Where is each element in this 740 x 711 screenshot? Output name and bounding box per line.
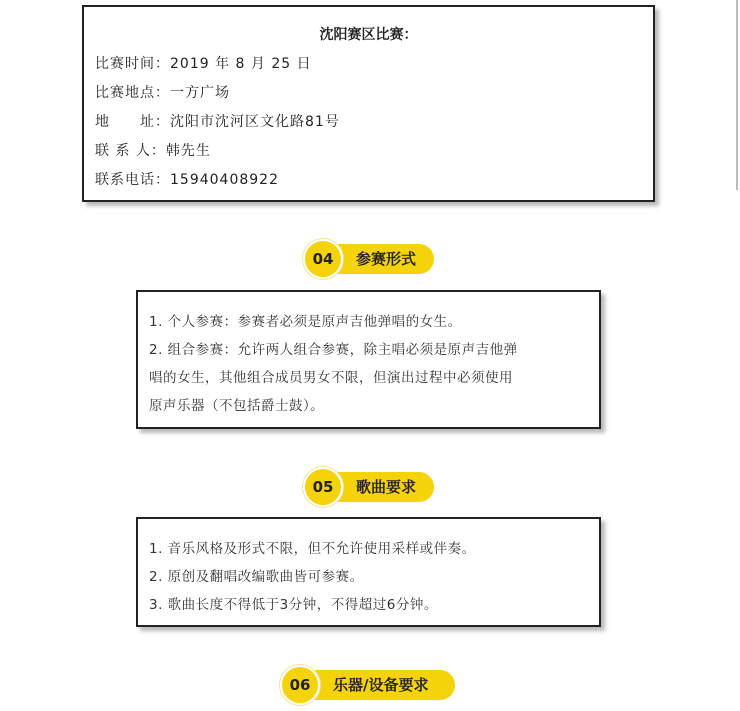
page-edge-divider	[736, 0, 738, 190]
song-requirements-box	[136, 517, 601, 627]
section-header-04	[308, 244, 434, 274]
rule-line: 唱的女生，其他组合成员男女不限，但演出过程中必须使用	[149, 370, 513, 386]
rule-line: 原声乐器（不包括爵士鼓）。	[149, 398, 325, 414]
venue-place: 比赛地点：一方广场	[95, 85, 230, 101]
venue-info-box	[82, 5, 655, 202]
rule-line: 3. 歌曲长度不得低于3分钟，不得超过6分钟。	[149, 597, 438, 613]
section-number: 04	[312, 250, 334, 268]
venue-time: 比赛时间：2019 年 8 月 25 日	[95, 56, 312, 72]
rule-line: 1. 个人参赛：参赛者必须是原声吉他弹唱的女生。	[149, 314, 462, 330]
section-title: 参赛形式	[356, 250, 417, 268]
rule-line: 2. 组合参赛：允许两人组合参赛，除主唱必须是原声吉他弹	[149, 342, 518, 358]
rule-line: 2. 原创及翻唱改编歌曲皆可参赛。	[149, 569, 364, 585]
section-title: 乐器/设备要求	[333, 676, 429, 694]
venue-title: 沈阳赛区比赛：	[319, 27, 418, 43]
venue-contact: 联 系 人：韩先生	[95, 143, 211, 159]
section-number: 05	[312, 478, 334, 496]
venue-address: 地 址：沈阳市沈河区文化路81号	[95, 114, 340, 130]
section-header-05	[308, 472, 434, 502]
section-number: 06	[289, 676, 311, 694]
venue-phone: 联系电话：15940408922	[95, 172, 279, 188]
section-title: 歌曲要求	[356, 478, 417, 496]
rule-line: 1. 音乐风格及形式不限，但不允许使用采样或伴奏。	[149, 541, 476, 557]
participation-form-box	[136, 290, 601, 429]
section-header-06	[285, 670, 455, 700]
